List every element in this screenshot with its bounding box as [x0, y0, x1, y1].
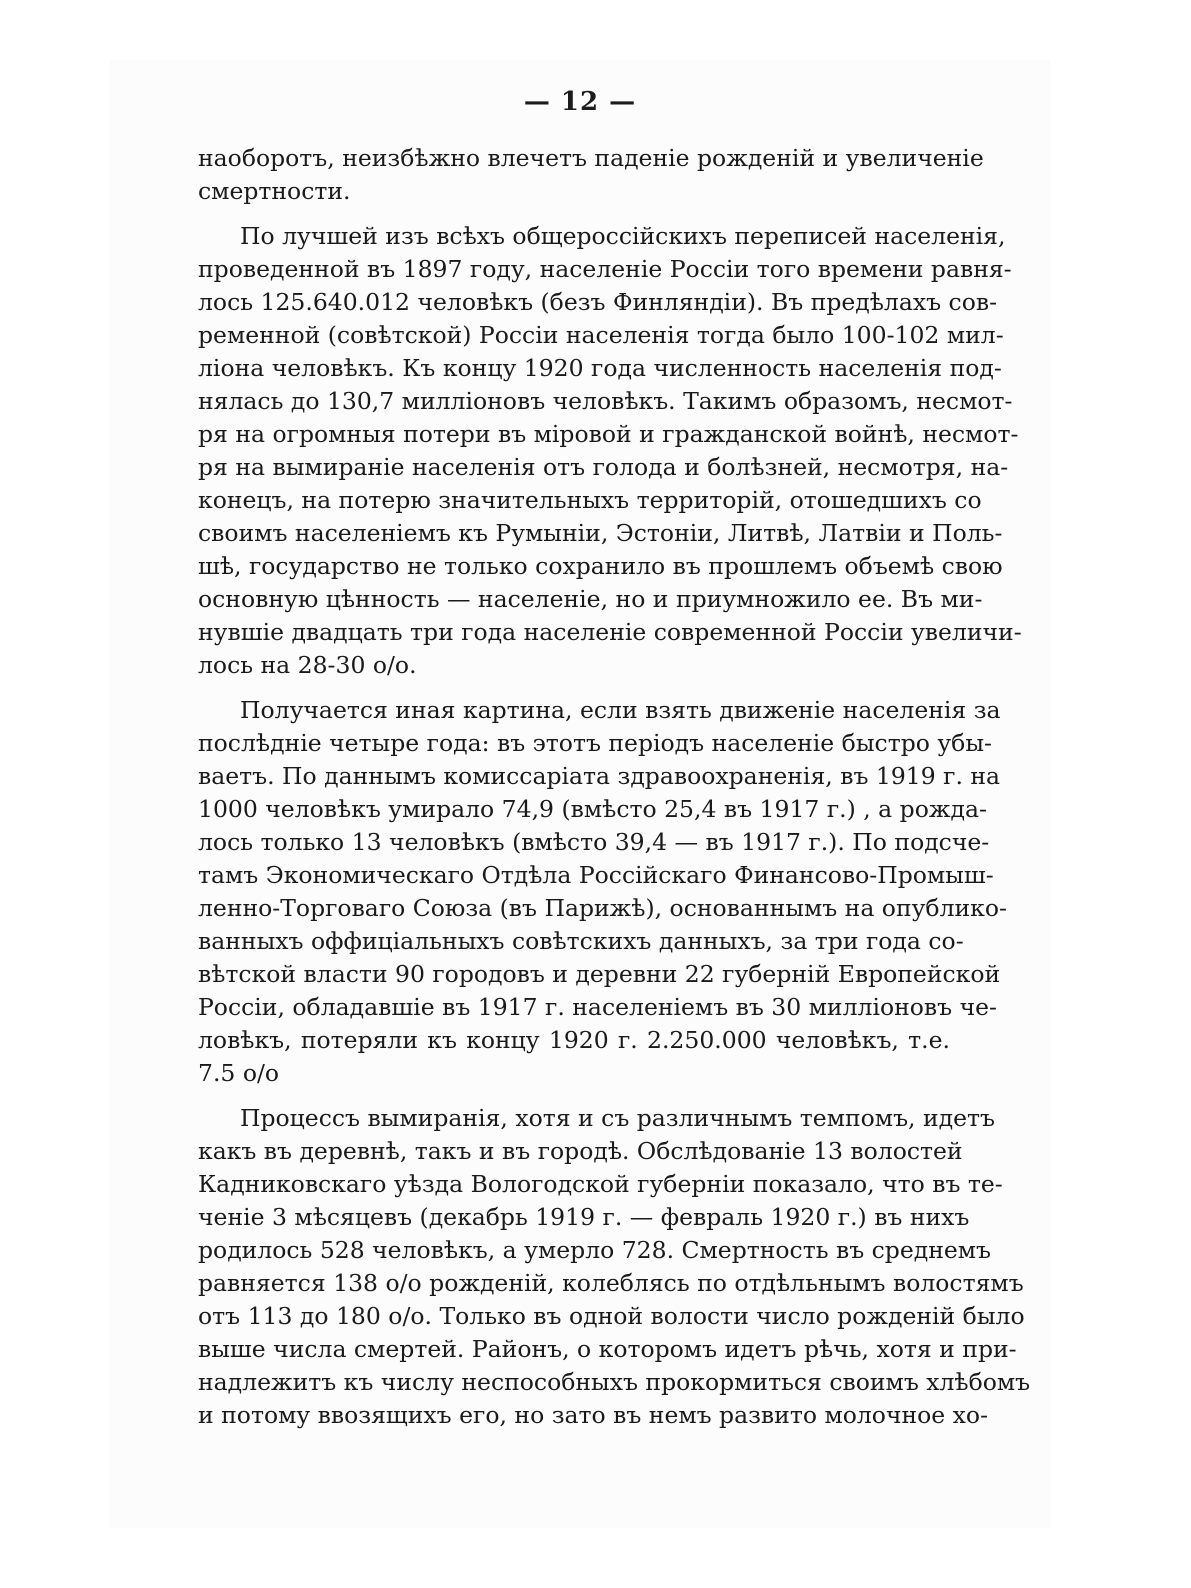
text-line: родилось 528 человѣкъ, а умерло 728. Смертность въ среднемъ	[198, 1236, 992, 1264]
text-line: нялась до 130,7 милліоновъ человѣкъ. Такимъ образомъ, несмот-	[198, 387, 1013, 415]
text-line: лось на 28-30 о/о.	[198, 651, 417, 679]
text-line: какъ въ деревнѣ, такъ и въ городѣ. Обслѣдованіе 13 волостей	[198, 1137, 963, 1165]
paragraph-3	[198, 694, 1007, 1090]
text-line: 1000 человѣкъ умирало 74,9 (вмѣсто 25,4 въ 1917 г.) , а рожда-	[198, 795, 987, 823]
text-line: 7.5 о/о	[198, 1059, 280, 1087]
text-line: тамъ Экономическаго Отдѣла Россійскаго Финансово-Промыш-	[198, 861, 994, 889]
text-line: ря на огромныя потери въ міровой и гражданской войнѣ, несмот-	[198, 420, 1019, 448]
text-line: ченіе 3 мѣсяцевъ (декабрь 1919 г. — февраль 1920 г.) въ нихъ	[198, 1203, 970, 1231]
text-line: ліона человѣкъ. Къ концу 1920 года численность населенія под-	[198, 354, 1002, 382]
text-line: Процессъ вымиранія, хотя и съ различнымъ темпомъ, идетъ	[240, 1104, 995, 1132]
text-line: надлежитъ къ числу неспособныхъ прокормиться своимъ хлѣбомъ	[198, 1368, 1031, 1396]
text-line: отъ 113 до 180 о/о. Только въ одной волости число рожденій было	[198, 1302, 1025, 1330]
paragraph-1	[198, 142, 984, 208]
text-line: выше числа смертей. Районъ, о которомъ идетъ рѣчь, хотя и при-	[198, 1335, 1017, 1363]
text-line: По лучшей изъ всѣхъ общероссійскихъ переписей населенія,	[240, 222, 1006, 250]
text-line: ря на вымираніе населенія отъ голода и болѣзней, несмотря, на-	[198, 453, 1009, 481]
book-page	[110, 60, 1050, 1528]
text-line: ленно-Торговаго Союза (въ Парижѣ), основаннымъ на опублико-	[198, 894, 1007, 922]
text-line: шѣ, государство не только сохранило въ прошлемъ объемѣ свою	[198, 552, 1003, 580]
text-line: наоборотъ, неизбѣжно влечетъ паденіе рожденій и увеличеніе	[198, 144, 984, 172]
text-line: Кадниковскаго уѣзда Вологодской губерніи показало, что въ те-	[198, 1170, 1003, 1198]
text-line: Россіи, обладавшіе въ 1917 г. населеніемъ въ 30 милліоновъ че-	[198, 993, 997, 1021]
text-line: послѣдніе четыре года: въ этотъ періодъ населеніе быстро убы-	[198, 729, 992, 757]
text-line: лось только 13 человѣкъ (вмѣсто 39,4 — въ 1917 г.). По подсче-	[198, 828, 990, 856]
text-line: основную цѣнность — населеніе, но и приумножило ее. Въ ми-	[198, 585, 983, 613]
text-line: ваетъ. По даннымъ комиссаріата здравоохраненія, въ 1919 г. на	[198, 762, 1001, 790]
body-text	[198, 142, 1031, 1432]
text-line: проведенной въ 1897 году, населеніе Россіи того времени равня-	[198, 255, 1012, 283]
text-line: и потому ввозящихъ его, но зато въ немъ развито молочное хо-	[198, 1401, 989, 1429]
text-line: ванныхъ оффиціальныхъ совѣтскихъ данныхъ, за три года со-	[198, 927, 964, 955]
paragraph-4	[198, 1102, 1031, 1432]
text-line: Получается иная картина, если взять движеніе населенія за	[240, 696, 1001, 724]
text-line: конецъ, на потерю значительныхъ территорій, отошедшихъ со	[198, 486, 982, 514]
text-line: вѣтской власти 90 городовъ и деревни 22 губерній Европейской	[198, 960, 1001, 988]
text-line: нувшіе двадцать три года населеніе современной Россіи увеличи-	[198, 618, 1022, 646]
text-line: ременной (совѣтской) Россіи населенія тогда было 100-102 мил-	[198, 321, 1004, 349]
text-line: ловѣкъ, потеряли къ концу 1920 г. 2.250.000 человѣкъ, т.е.	[198, 1026, 950, 1054]
text-line: равняется 138 о/о рожденій, колеблясь по отдѣльнымъ волостямъ	[198, 1269, 1024, 1297]
text-line: лось 125.640.012 человѣкъ (безъ Финляндіи). Въ предѣлахъ сов-	[198, 288, 998, 316]
paragraph-2	[198, 220, 1022, 682]
page-number: — 12 —	[523, 87, 637, 117]
text-line: своимъ населеніемъ къ Румыніи, Эстоніи, Литвѣ, Латвіи и Поль-	[198, 519, 1003, 547]
text-line: смертности.	[198, 177, 351, 205]
